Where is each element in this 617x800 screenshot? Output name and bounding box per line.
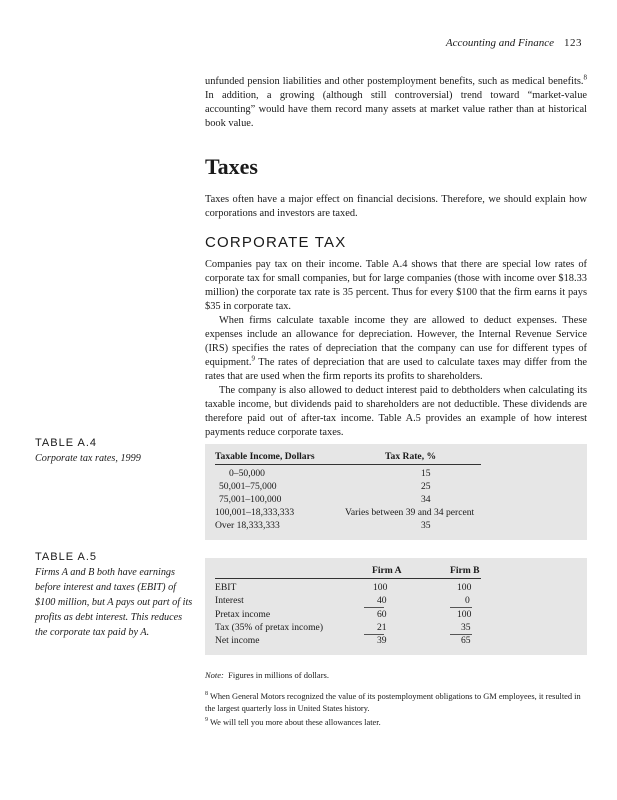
running-header: [446, 37, 582, 49]
footnote-mark: 9: [205, 717, 208, 724]
taxes-heading: Taxes: [205, 154, 258, 179]
table-row: Over 18,333,333: [215, 520, 280, 531]
footnote-mark: 8: [205, 691, 208, 698]
footnote-text: When General Motors recognized the value of its postemployment obligations to GM employees, it resulted in the largest quarterly loss in United States history.: [205, 692, 581, 713]
table-row: 50,001–75,000: [219, 481, 277, 492]
table-cell-firm-b: 0: [465, 595, 470, 606]
footnote-ref-8: 8: [583, 73, 587, 82]
corporate-tax-p3: The company is also allowed to deduct interest paid to debtholders when calculating its taxable income, but dividends paid to shareholders are not deductible. These dividends are therefore paid out of after-tax income. Table A.5 provides an example of how interest payments reduce corporate taxes.: [205, 385, 587, 438]
table-a5-col-b-header: Firm B: [450, 565, 480, 576]
corporate-tax-p2a: When firms calculate taxable income they are allowed to deduct expenses. These expenses include an allowance for depreciation. However, the Internal Revenue Service (IRS) specifies the rates of depreciation that the company can use for different types of equipment.: [205, 315, 587, 368]
footnote-9: [205, 717, 587, 729]
table-cell-rate: 34: [421, 494, 431, 505]
table-a5-header-rule: [215, 578, 481, 579]
table-cell-rate: Varies between 39 and 34 percent: [345, 507, 475, 518]
taxes-text: Taxes often have a major effect on financial decisions. Therefore, we should explain how corporations and investors are taxed.: [205, 194, 587, 219]
note-label: Note:: [205, 670, 224, 680]
table-note: [205, 670, 329, 680]
table-cell-firm-b: 35: [461, 622, 471, 633]
table-a4-col2-header: Tax Rate, %: [385, 451, 437, 462]
table-cell-firm-a: 39: [377, 635, 387, 646]
footnote-ref-9: 9: [251, 354, 255, 363]
table-a5-caption: Firms A and B both have earnings before interest and taxes (EBIT) of $100 million, but A pays out part of its profits as debt interest. This reduces the corporate tax paid by A.: [35, 567, 193, 638]
corporate-tax-body: [205, 258, 587, 440]
table-row: Pretax income: [215, 609, 271, 620]
table-cell-firm-b: 100: [457, 609, 472, 620]
table-row: 75,001–100,000: [219, 494, 282, 505]
table-row: 0–50,000: [229, 468, 265, 479]
intro-text: unfunded pension liabilities and other postemployment benefits, such as medical benefits.: [205, 76, 584, 87]
page-number: 123: [564, 37, 582, 49]
table-cell-rate: 35: [421, 520, 431, 531]
corporate-tax-p2b: The rates of depreciation that are used to calculate taxes may differ from the rates that are used when the firm reports its profits to shareholders.: [205, 357, 587, 382]
table-row: 100,001–18,333,333: [215, 507, 295, 518]
table-cell-firm-b: 65: [461, 635, 471, 646]
table-a4-caption: Corporate tax rates, 1999: [35, 453, 141, 464]
table-a5-sum-rule-b: [450, 607, 472, 608]
note-text: Figures in millions of dollars.: [228, 670, 329, 680]
table-a4-header-rule: [215, 464, 481, 465]
table-row: EBIT: [215, 582, 237, 593]
section-title: Accounting and Finance: [445, 37, 554, 49]
table-cell-firm-a: 21: [377, 622, 387, 633]
table-a4: [205, 444, 587, 540]
table-a4-label: TABLE A.4: [35, 437, 97, 449]
table-a5-col-a-header: Firm A: [372, 565, 402, 576]
table-cell-firm-a: 60: [377, 609, 387, 620]
table-a5-sum-rule-a: [364, 607, 384, 608]
intro-paragraph: [205, 75, 587, 131]
table-row: Tax (35% of pretax income): [215, 622, 324, 633]
intro-text-cont: In addition, a growing (although still controversial) trend toward “market-value accounting” would have them record many assets at market value rather than at historical book value.: [205, 90, 587, 129]
table-a5-label: TABLE A.5: [35, 551, 97, 563]
footnote-8: [205, 691, 587, 715]
table-cell-firm-a: 100: [373, 582, 388, 593]
taxes-paragraph: [205, 193, 587, 221]
table-cell-rate: 25: [421, 481, 431, 492]
table-cell-rate: 15: [421, 468, 431, 479]
footnote-text: We will tell you more about these allowances later.: [209, 718, 381, 727]
table-cell-firm-b: 100: [457, 582, 472, 593]
table-row: Net income: [215, 635, 260, 646]
table-cell-firm-a: 40: [377, 595, 387, 606]
table-row: Interest: [215, 595, 244, 606]
corporate-tax-p2: [205, 314, 587, 384]
table-a5: [205, 558, 587, 655]
table-a4-col1-header: Taxable Income, Dollars: [215, 451, 315, 462]
corporate-tax-heading: CORPORATE TAX: [205, 234, 347, 251]
corporate-tax-p1: Companies pay tax on their income. Table A.4 shows that there are special low rates of corporate tax for small companies, but for large companies (those with income over $18.33 million) the corporate tax rate is 35 percent. Thus for every $100 that the firm earns it pays $35 in corporate tax.: [205, 259, 587, 312]
